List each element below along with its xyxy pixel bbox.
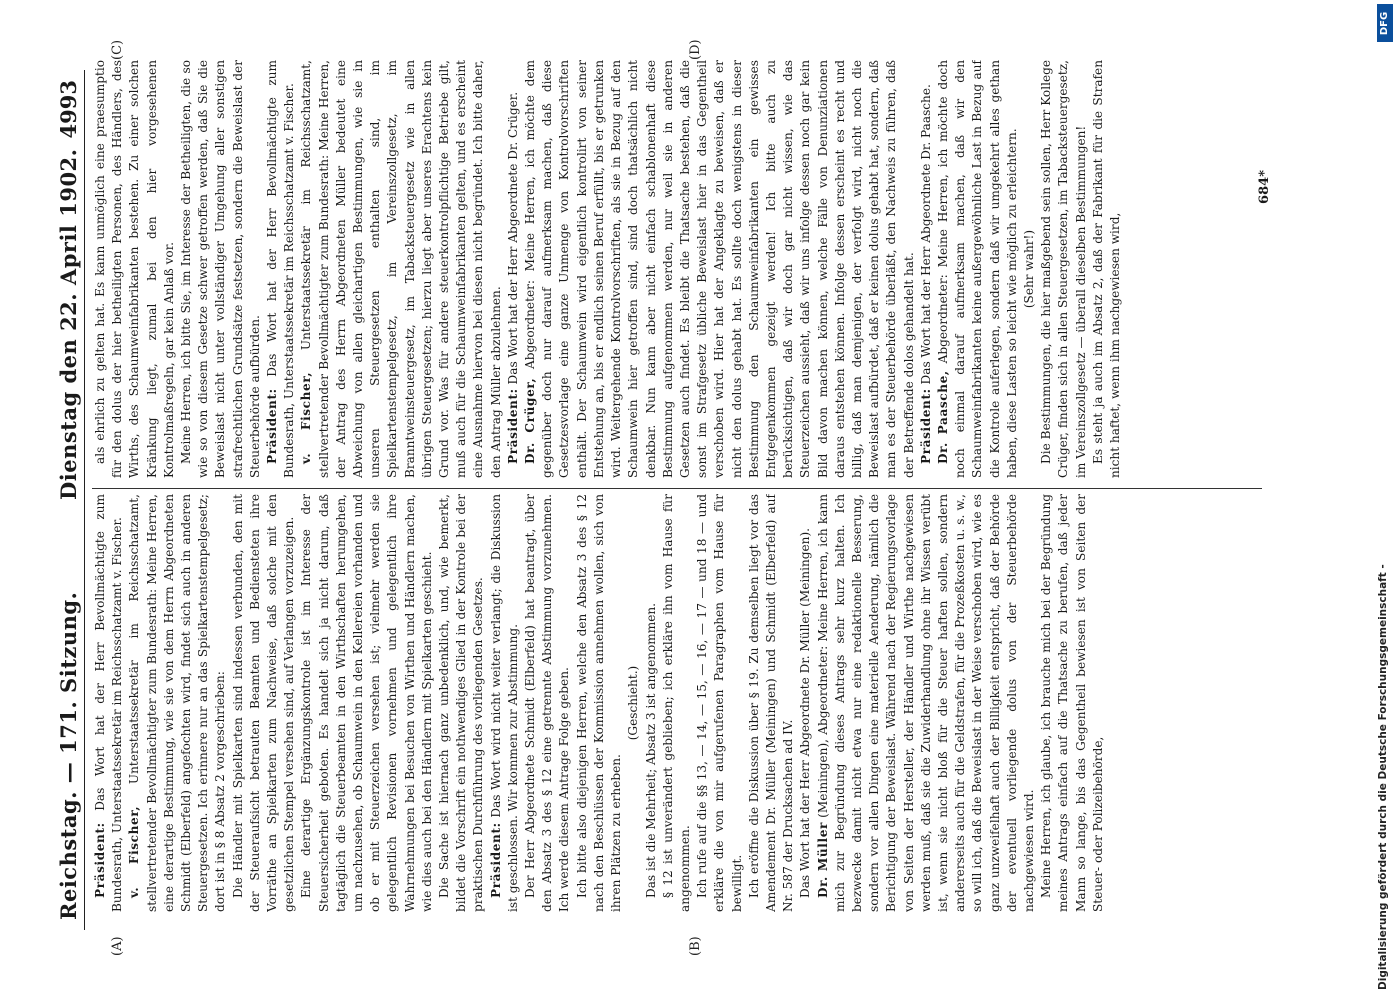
speaker-name: Präsident: — [918, 388, 933, 464]
paragraph-text: Das Wort hat der Herr Bevollmächtigte zum Bundesrath, Unterstaatssekretär im Reichsschatzamt v. Fischer. — [93, 494, 125, 912]
paragraph-text: (Meiningen), Abgeordneter: Meine Herren, ich kann mich zur Begründung dieses Antrags sehr kurz halten. Ich bezwecke damit nicht etwa nur eine redaktionelle Besserung, sondern vor allen Dingen eine materielle Aenderung, nämlich die Berichtigung der Beweislast. Während nach der Regierungsvorlage von Seiten der Hersteller, der Händler und Wirthe nachgewiesen werden muß, daß sie die Zuwiderhandlung ohne ihr Wissen verübt ist, wenn sie nicht bloß für die Steuer haften sollen, sondern andererseits auch für die Geldstrafen, für die Prozeßkosten u. s. w., so will ich, daß die Beweislast in der Weise verschoben wird, wie es ganz unzweifelhaft auch der Billigkeit entspricht, daß der Behörde der eventuell vorliegende dolus von der Steuerbehörde nachgewiesen wird. — [815, 494, 1036, 912]
paragraph — [660, 494, 694, 912]
paragraph-text: Das Wort hat der Herr Bevollmächtigte zum Bundesrath, Unterstaatssekretär im Reichsschatzamt v. Fischer. — [265, 60, 297, 478]
paragraph-text: (Geschieht.) — [626, 665, 641, 741]
paragraph — [298, 494, 436, 912]
header-date: Dienstag den 22. April 1902. — [56, 148, 81, 500]
paragraph-text: Die Händler mit Spielkarten sind indessen verbunden, den mit der Steueraufsicht betrauten Beamten und Bediensteten ihre Vorräthe an Spielkarten zum Nachweise, daß solche mit den gesetzlichen Stempel versehen sind, auf Verlangen vorzuzeigen. — [230, 494, 297, 912]
speaker-name: Präsident: — [505, 388, 520, 464]
speaker-name: Präsident: — [488, 822, 503, 898]
paragraph — [694, 494, 746, 912]
paragraph — [797, 494, 814, 912]
paragraph — [574, 494, 626, 912]
paragraph — [298, 60, 504, 478]
paragraph-text: als ehrlich zu gelten hat. Es kann unmöglich eine praesumptio für den dolus der hier betheiligten Personen, des Händlers, des Wirths, des Schaumweinfabrikanten bestehen. Zu einer solchen Kränkung liegt, zumal bei den hier vorgesehenen Kontrolmaßregeln, gar kein Anlaß vor. — [93, 60, 176, 478]
paragraph-text: Ich rufe auf die §§ 13, — 14, — 15, — 16, — 17 — und 18 — und erkläre die von mir aufgerufenen Paragraphen vom Hause für bewilligt. — [695, 494, 744, 912]
paragraph — [522, 494, 574, 912]
footer-signature-mark: 684* — [1257, 170, 1272, 204]
paragraph — [1038, 60, 1090, 478]
paragraph-text: Unterstaatssekretär im Reichsschatzamt, stellvertretender Bevollmächtigter zum Bundesrath: Meine Herren, eine derartige Bestimmung, wie sie von dem Herrn Abgeordneten Schmidt (Elberfeld) angefochten wird, findet sich auch in anderen Steuergesetzen. Ich erinnere nur an das Spielkartenstempelgesetz; dort ist in § 8 Absatz 2 vorgeschrieben: — [127, 494, 228, 912]
margin-letter-d: (D) — [688, 39, 703, 60]
paragraph — [918, 60, 935, 478]
paragraph-text: Das ist die Mehrheit; Absatz 3 ist angenommen. — [643, 602, 658, 898]
speaker-name: v. Fischer, — [299, 371, 314, 464]
paragraph — [505, 60, 522, 478]
paragraph — [625, 494, 642, 912]
text-column-right — [92, 60, 1262, 478]
paragraph-text: Ich bitte also diejenigen Herren, welche den Absatz 3 des § 12 nach den Beschlüssen der Kommission annehmen wollen, sich von ihren Plätzen zu erheben. — [574, 494, 624, 912]
paragraph-text: Meine Herren, ich bitte Sie, im Interesse der Betheiligten, die so wie so von diesem Gesetze schwer getroffen werden, daß Sie die Beweislast nicht unter vollständiger Umgehung aller sonstigen strafrechtlichen Grundsätze festsetzen, sondern die Beweislast der Steuerbehörde aufbürden. — [179, 60, 262, 478]
paragraph-text: Das Wort hat der Herr Abgeordnete Dr. Müller (Meiningen). — [798, 527, 813, 898]
paragraph-text: (Sehr wahr!) — [1021, 229, 1036, 309]
paragraph-text: Ich eröffne die Diskussion über § 19. Zu demselben liegt vor das Amendement Dr. Müller (Meiningen) und Schmidt (Elberfeld) auf Nr. 587 der Drucksachen ad IV. — [746, 494, 796, 912]
paragraph-text: Der Herr Abgeordnete Schmidt (Elberfeld) hat beantragt, über den Absatz 3 des § 12 eine getrennte Abstimmung vorzunehmen. Ich werde diesem Antrage Folge geben. — [523, 494, 572, 912]
speaker-name: v. Fischer, — [127, 805, 142, 898]
paragraph — [1021, 60, 1038, 478]
column-divider — [92, 488, 1262, 489]
paragraph — [126, 494, 229, 912]
speaker-name: Präsident: — [93, 822, 107, 898]
margin-letter-c: (C) — [110, 39, 125, 60]
speaker-name: Dr. Paasche, — [935, 370, 950, 464]
speaker-name: Dr. Müller — [815, 822, 830, 898]
paragraph-text: Die Bestimmungen, die hier maßgebend sein sollen, Herr Kollege Crüger, finden sich in allen Steuergesetzen, im Tabacksteuergesetz, im Vereinszollgesetz — überall dieselben Bestimmungen! — [1039, 60, 1088, 478]
header-session-title: Reichstag. — 171. Sitzung. — [56, 591, 81, 920]
paragraph-text: Meine Herren, ich glaube, ich brauche mich bei der Begründung meines Antrags einfach auf die Thatsache zu berufen, daß jeder Mann so lange, bis das Gegentheil bewiesen ist von Seiten der Steuer- oder Polizeibehörde, — [1039, 494, 1105, 912]
paragraph-text: Die Sache ist hiernach ganz unbedenklich, und, wie bemerkt, bildet die Vorschrift ein nothwendiges Glied in der Kontrole bei der praktischen Durchführung des vorliegenden Gesetzes. — [437, 494, 486, 912]
paragraph-text: Es steht ja auch im Absatz 2, daß der Fabrikant für die Strafen nicht haftet, wenn ihm nachgewiesen wird, — [1090, 60, 1122, 478]
dfg-logo-text: DFG — [1379, 11, 1391, 35]
paragraph — [92, 494, 126, 912]
paragraph — [935, 60, 1021, 478]
paragraph-text: Abgeordneter: Meine Herren, ich möchte dem gegenüber doch nur darauf aufmerksam machen, daß diese Gesetzesvorlage eine ganze Unmenge von Kontrolvorschriften enthält. Der Schaumwein wird eigentlich kontrolirt von seiner Entstehung an, bis er endlich seinen Beruf erfüllt, bis er getrunken wird. Weitergehende Kontrolvorschriften, als sie in Bezug auf den Schaumwein hier getroffen sind, sind doch thatsächlich nicht denkbar. Nun kann aber nicht einfach schablonenhaft diese Bestimmung aufgenommen werden, nur weil sie in anderen Gesetzen auch findet. Es bleibt die Thatsache bestehen, daß die sonst im Strafgesetz übliche Beweislast hier in das Gegentheil verschoben wird. Hier hat der Angeklagte zu beweisen, daß er nicht den dolus gehabt hat. Es sollte doch wenigstens in dieser Bestimmung den Schaumweinfabrikanten ein gewisses Entgegenkommen gezeigt werden! Ich bitte auch zu berücksichtigen, daß wir doch gar nicht wissen, wie das Steuerzeichen aussieht, daß wir uns infolge dessen noch gar kein Bild davon machen können, welche Fälle von Denunziationen daraus entstehen können. Infolge dessen erscheint es recht und billig, daß man demjenigen, der verfolgt wird, nicht noch die Beweislast aufbürdet, daß er keinen dolus gehabt hat, sondern, daß man es der Steuerbehörde überläßt, den Nachweis zu führen, daß der Betreffende dolos gehandelt hat. — [523, 60, 916, 478]
paragraph — [1090, 60, 1124, 478]
paragraph-text: § 12 ist unverändert geblieben; ich erkläre ihn vom Hause für angenommen. — [660, 494, 692, 912]
paragraph — [815, 494, 1039, 912]
paragraph-text: Das Wort wird nicht weiter verlangt; die Diskussion ist geschlossen. Wir kommen zur Abstimmung. — [488, 494, 520, 912]
paragraph — [746, 494, 798, 912]
page-header — [50, 70, 85, 930]
dfg-logo — [1377, 4, 1393, 42]
rotated-document-page — [0, 30, 1280, 970]
text-column-left — [92, 494, 1262, 912]
paragraph-text: Das Wort hat der Herr Abgeordnete Dr. Paasche. — [918, 84, 933, 385]
paragraph — [230, 494, 299, 912]
digitization-notice: Digitalisierung gefördert durch die Deutsche Forschungsgemeinschaft - — [1377, 564, 1389, 990]
header-page-number: 4993 — [56, 80, 81, 139]
paragraph — [488, 494, 522, 912]
paragraph-text: Das Wort hat der Herr Abgeordnete Dr. Crüger. — [505, 91, 520, 385]
speaker-name: Präsident: — [265, 388, 280, 464]
paragraph-text: Unterstaatssekretär im Reichsschatzamt, stellvertretender Bevollmächtigter zum Bundesrath: Meine Herren, der Antrag des Herrn Abgeordneten Müller bedeutet eine Abweichung von allen gleichartigen Bestimmungen, wie sie in unseren Steuergesetzen enthalten sind, im Spielkartenstempelgesetz, im Vereinszollgesetz, im Branntweinsteuergesetz, im Tabacksteuergesetz wie in allen übrigen Steuergesetzen; hierzu liegt aber unseres Erachtens kein Grund vor. Was für andere steuerkontrolpflichtige Betriebe gilt, muß auch für die Schaumweinfabrikanten gelten, und es erscheint eine Ausnahme hiervon bei diesen nicht begründet. Ich bitte daher, den Antrag Müller abzulehnen. — [299, 60, 503, 478]
paragraph-text: Eine derartige Ergänzungskontrole ist im Interesse der Steuersicherheit geboten. Es handelt sich ja nicht darum, daß tagtäglich die Steuerbeamten in den Wirthschaften herumgehen, um nachzusehen, ob Schaumwein in den Kellereien vorhanden und ob er mit Steuerzeichen versehen ist; vielmehr werden sie gelegentlich Revisionen vornehmen und gelegentlich ihre Wahrnehmungen bei Besuchen von Wirthen und Händlern machen, wie dies auch bei den Händlern mit Spielkarten geschieht. — [299, 494, 434, 912]
paragraph — [264, 60, 298, 478]
paragraph — [1038, 494, 1107, 912]
speaker-name: Dr. Crüger, — [523, 377, 538, 464]
paragraph — [92, 60, 178, 478]
paragraph-text: Abgeordneter: Meine Herren, ich möchte doch noch einmal darauf aufmerksam machen, daß wir den Schaumweinfabrikanten keine außergewöhnliche Last in Bezug auf die Kontrole auferlegen, sondern daß wir umgekehrt alles gethan haben, diese Lasten so leicht wie möglich zu erleichtern. — [935, 60, 1019, 478]
paragraph — [643, 494, 660, 912]
margin-letter-a: (A) — [110, 936, 125, 956]
paragraph — [522, 60, 918, 478]
margin-letter-b: (B) — [688, 936, 703, 956]
paragraph — [436, 494, 488, 912]
paragraph — [178, 60, 264, 478]
